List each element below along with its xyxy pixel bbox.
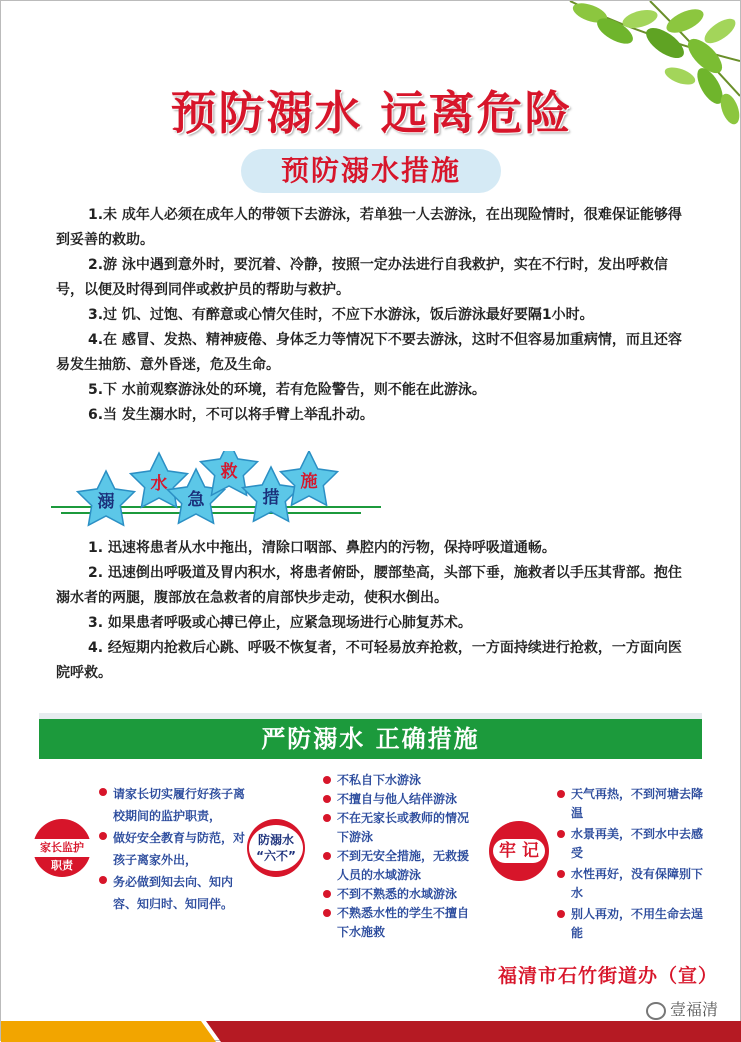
parents-badge-label: 家长监护 [29,839,95,857]
measures-list [56,203,686,428]
list-item: 水景再美，不到水中去感受 [557,825,707,863]
watermark-text: 壹福清 [669,1000,718,1019]
list-item: 不擅自与他人结伴游泳 [323,790,473,809]
list-item: 4.在 感冒、发热、精神疲倦、身体乏力等情况下不要去游泳，这时不但容易加重病情，而且还容易发生抽筋、意外昏迷，危及生命。 [56,332,682,373]
list-item: 不在无家长或教师的情况下游泳 [323,809,473,847]
list-item: 请家长切实履行好孩子离校期间的监护职责， [99,783,249,827]
bottom-bar [1,1021,741,1042]
page-title: 预防溺水 远离危险 [170,86,573,140]
parents-list [99,783,249,915]
six-nots-badge [247,819,305,877]
list-item: 4. 经短期内抢救后心跳、呼吸不恢复者，不可轻易放弃抢救，一方面持续进行抢救，一方面向医院呼救。 [56,640,682,681]
six-nots-badge-label2: “六不” [256,849,296,863]
remember-badge [489,821,549,881]
list-item: 天气再热，不到河塘去降温 [557,785,707,823]
organization-signature: 福清市石竹街道办（宣） [497,965,718,987]
list-item: 水性再好，没有保障别下水 [557,865,707,903]
list-item: 不熟悉水性的学生不擅自下水施救 [323,904,473,942]
rescue-heading-char: 水 [150,474,168,494]
remember-badge-label: 牢 记 [493,839,545,863]
rescue-heading-char: 溺 [97,492,115,512]
rescue-heading-char: 急 [187,490,205,510]
list-item: 不到无安全措施，无救援人员的水域游泳 [323,847,473,885]
remember-list [557,785,707,943]
list-item: 2.游 泳中遇到意外时，要沉着、冷静，按照一定办法进行自我救护，实在不行时，发出呼救信号，以便及时得到同伴或救护员的帮助与救护。 [56,257,668,298]
list-item: 6.当 发生溺水时，不可以将手臂上举乱扑动。 [88,407,374,423]
wechat-icon [646,1002,666,1020]
list-item: 务必做到知去向、知内容、知归时、知同伴。 [99,871,249,915]
list-item: 不私自下水游泳 [323,771,473,790]
rescue-heading-char: 措 [262,488,280,508]
parents-badge-label2: 职责 [51,859,73,872]
rescue-list [56,536,686,686]
list-item: 1. 迅速将患者从水中拖出，清除口咽部、鼻腔内的污物，保持呼吸道通畅。 [88,540,556,556]
measures-heading: 预防溺水措施 [241,149,501,193]
list-item: 2. 迅速倒出呼吸道及胃内积水，将患者俯卧，腰部垫高，头部下垂，施救者以手压其背部。抱住溺水者的两腿，腹部放在急救者的肩部快步走动，使积水倒出。 [56,565,682,606]
rescue-heading-char: 施 [300,472,318,492]
list-item: 3. 如果患者呼吸或心搏已停止，应紧急现场进行心肺复苏术。 [88,615,472,631]
list-item: 做好安全教育与防范，对孩子离家外出， [99,827,249,871]
list-item: 别人再劝，不用生命去逞能 [557,905,707,943]
six-nots-list [323,771,473,942]
six-nots-badge-label: 防溺水 [257,833,294,847]
rescue-heading-char: 救 [220,462,238,482]
banner: 严防溺水 正确措施 [39,719,702,759]
list-item: 1.未 成年人必须在成年人的带领下去游泳，若单独一人去游泳，在出现险情时，很难保证能够得到妥善的救助。 [56,207,682,248]
parents-badge [33,819,91,877]
rescue-heading [51,451,381,531]
list-item: 3.过 饥、过饱、有醉意或心情欠佳时，不应下水游泳，饭后游泳最好要隔1小时。 [88,307,594,323]
watermark [646,997,718,1020]
list-item: 不到不熟悉的水域游泳 [323,885,473,904]
list-item: 5.下 水前观察游泳处的环境，若有危险警告，则不能在此游泳。 [88,382,486,398]
